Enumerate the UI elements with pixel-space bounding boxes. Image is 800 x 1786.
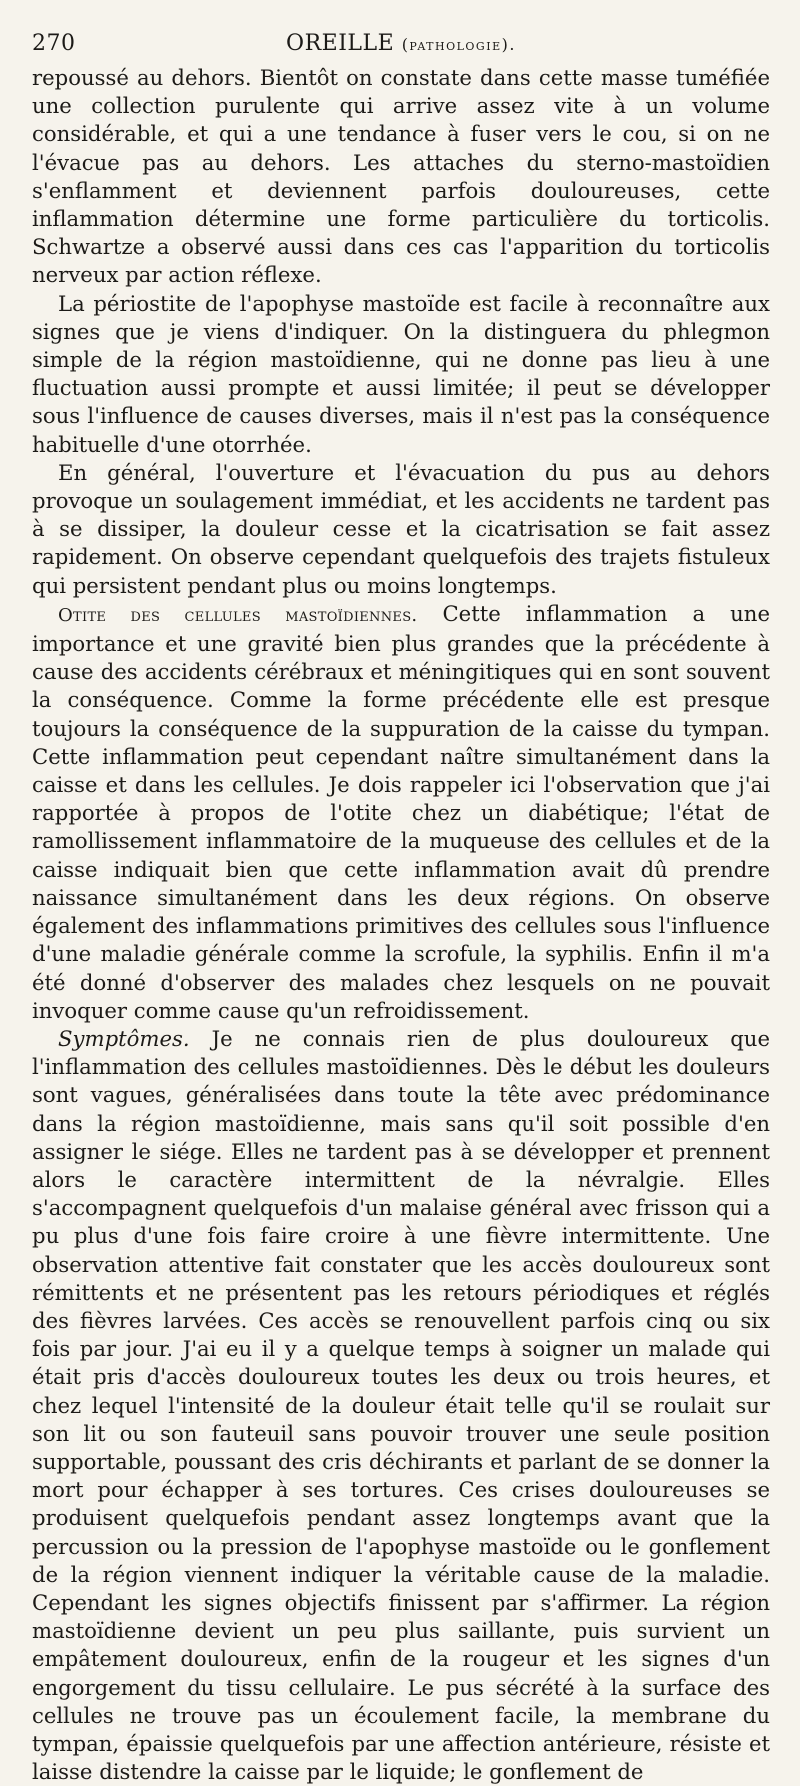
running-header: [32, 26, 770, 62]
section-heading: Otite des cellules mastoïdiennes.: [58, 604, 418, 626]
paragraph-text: En général, l'ouverture et l'évacuation du pus au dehors provoque un soulagement immédiat, et les accidents ne tardent pas à se dissiper, la douleur cesse et la cicatrisation se fait assez rapidement. On observe cependant quelquefois des trajets fistuleux qui persistent pendant plus ou moins longtemps.: [32, 459, 770, 598]
section-heading: Symptômes.: [58, 1025, 190, 1051]
paragraph-text: La périostite de l'apophyse mastoïde est facile à reconnaître aux signes que je viens d'indiquer. On la distinguera du phlegmon simple de la région mastoïdienne, qui ne donne pas lieu à une fluctuation aussi prompte et aussi limitée; il peut se développer sous l'influence de causes diverses, mais il n'est pas la conséquence habituelle d'une otorrhée.: [32, 290, 770, 457]
running-title-sub: (pathologie).: [401, 35, 516, 54]
paragraph-text: Je ne connais rien de plus douloureux que l'inflammation des cellules mastoïdiennes. Dès le début les douleurs sont vagues, généralisées dans toute la tête avec prédominance dans la région mastoïdienne, mais sans qu'il soit possible d'en assigner le siége. Elles ne tardent pas à se développer et prennent alors le caractère intermittent de la névralgie. Elles s'accompagnent quelquefois d'un malaise général avec frisson qui a pu plus d'une fois faire croire à une fièvre intermittente. Une observation attentive fait constater que les accès douloureux sont rémittents et ne présentent pas les retours périodiques et réglés des fièvres larvées. Ces accès se renouvellent parfois cinq ou six fois par jour. J'ai eu il y a quelque temps à soigner un malade qui était pris d'accès douloureux toutes les deux ou trois heures, et chez lequel l'intensité de la douleur était telle qu'il se roulait sur son lit ou son fauteuil sans pouvoir trouver une seule position supportable, poussant des cris déchirants et parlant de se donner la mort pour échapper à ses tortures. Ces crises douloureuses se produisent quelquefois pendant assez longtemps avant que la percussion ou la pression de l'apophyse mastoïde ou le gonflement de la région viennent indiquer la véritable cause de la maladie. Cependant les signes objectifs finissent par s'affirmer. La région mastoïdienne devient un peu plus saillante, puis survient un empâtement douloureux, enfin de la rougeur et les signes d'un engorgement du tissu cellulaire. Le pus sécrété à la surface des cellules ne trouve pas un écoulement facile, la membrane du tympan, épaissie quelquefois par une affection antérieure, résiste et laisse distendre la caisse par le liquide; le gonflement de: [32, 1025, 770, 1785]
running-title-main: OREILLE: [286, 31, 395, 56]
running-title: [32, 26, 770, 63]
paragraph: [32, 290, 770, 459]
paragraph-text: Cette inflammation a une importance et une gravité bien plus grandes que la précédente à cause des accidents cérébraux et méningitiques qui en sont souvent la conséquence. Comme la forme précédente elle est presque toujours la conséquence de la suppuration de la caisse du tympan. Cette inflammation peut cependant naître simultanément dans la caisse et dans les cellules. Je dois rappeler ici l'observation que j'ai rapportée à propos de l'otite chez un diabétique; l'état de ramollissement inflammatoire de la muqueuse des cellules et de la caisse indiquait bien que cette inflammation avait dû prendre naissance simultanément dans les deux régions. On observe également des inflammations primitives des cellules sous l'influence d'une maladie générale comme la scrofule, la syphilis. Enfin il m'a été donné d'observer des malades chez lesquels on ne pouvait invoquer comme cause qu'un refroidissement.: [32, 600, 770, 1023]
paragraph: [32, 64, 770, 290]
page-number: 270: [32, 31, 76, 56]
paragraph: [32, 459, 770, 600]
paragraph: [32, 1025, 770, 1786]
paragraph: [32, 600, 770, 1025]
body-text: [32, 64, 770, 1786]
paragraph-text: repoussé au dehors. Bientôt on constate dans cette masse tuméfiée une collection purulente qui arrive assez vite à un volume considérable, et qui a une tendance à fuser vers le cou, si on ne l'évacue pas au dehors. Les attaches du sterno-mastoïdien s'enflamment et deviennent parfois douloureuses, cette inflammation détermine une forme particulière du torticolis. Schwartze a observé aussi dans ces cas l'apparition du torticolis nerveux par action réflexe.: [32, 65, 770, 288]
